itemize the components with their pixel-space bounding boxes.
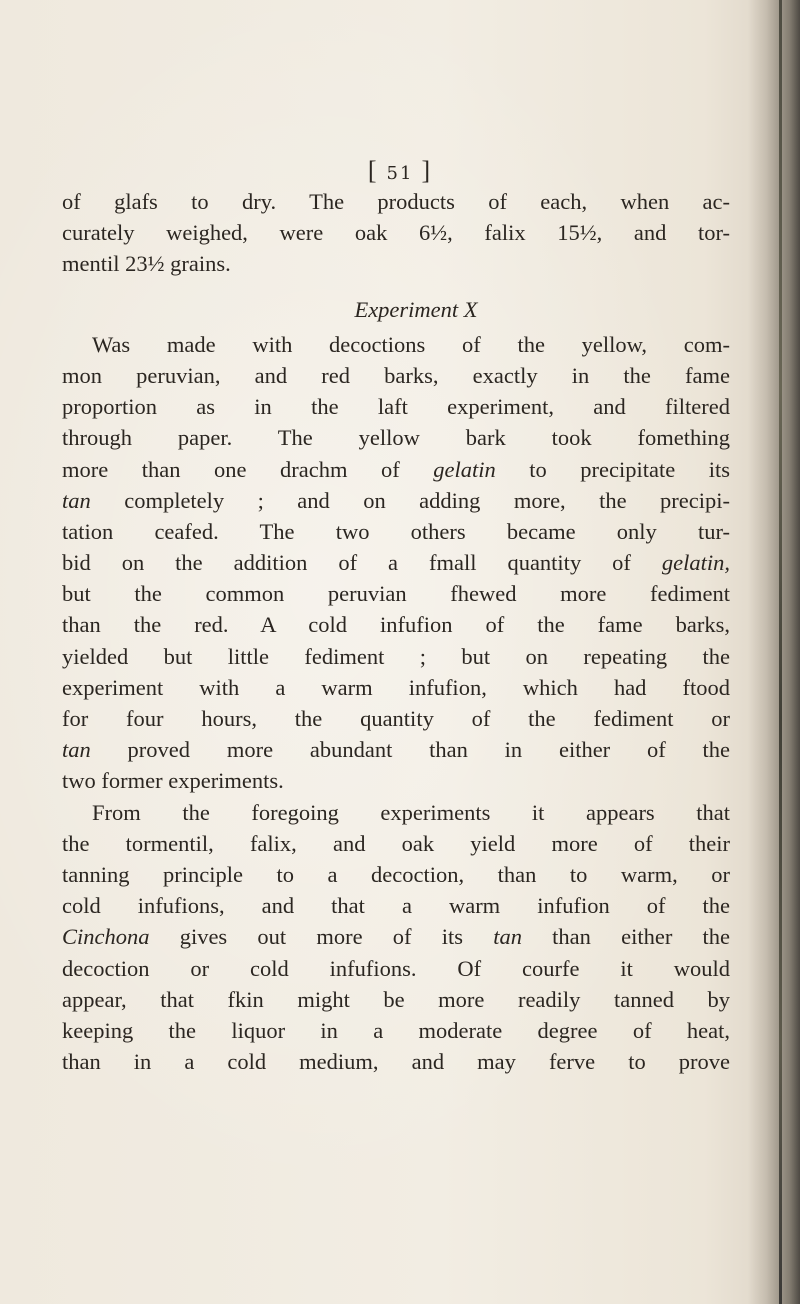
page-header xyxy=(0,156,800,186)
paragraph-1 xyxy=(62,186,730,280)
paragraph-3 xyxy=(62,797,730,1078)
text-line: curately weighed, were oak 6½, falix 15½, and tor- xyxy=(62,220,730,246)
body-text xyxy=(62,186,730,1077)
paragraph-2 xyxy=(62,329,730,797)
text-run: completely ; and on adding more, the precipi- xyxy=(90,487,730,513)
text-line: through paper. The yellow bark took fomething xyxy=(62,425,730,451)
italic-term: tan xyxy=(62,487,91,513)
italic-term: tan xyxy=(493,924,522,950)
text-line: of glafs to dry. The products of each, when ac- xyxy=(62,189,730,214)
text-line: keeping the liquor in a moderate degree of heat, xyxy=(62,1017,730,1043)
text-line: mentil 23½ grains. xyxy=(62,251,231,277)
italic-term: Cinchona xyxy=(62,924,150,950)
text-line xyxy=(62,921,730,952)
text-line: two former experiments. xyxy=(62,768,284,794)
italic-term: gelatin xyxy=(433,456,496,482)
text-line: but the common peruvian fhewed more fediment xyxy=(62,581,730,607)
text-line: decoction or cold infufions. Of courfe it would xyxy=(62,955,730,981)
text-run: more than one drachm of xyxy=(62,456,434,482)
text-line xyxy=(62,485,730,516)
page-gutter-shadow xyxy=(748,0,800,1304)
text-run: gives out more of its xyxy=(149,924,494,950)
text-line: cold infufions, and that a warm infufion of the xyxy=(62,893,730,919)
text-line: From the foregoing experiments it appears that xyxy=(92,799,730,825)
binding-edge xyxy=(779,0,782,1304)
italic-term: gelatin, xyxy=(661,550,730,576)
text-line: mon peruvian, and red barks, exactly in the fame xyxy=(62,362,730,388)
experiment-heading: Experiment X xyxy=(354,296,478,322)
text-run: proved more abundant than in either of the xyxy=(90,737,730,763)
text-line: proportion as in the laft experiment, and filtered xyxy=(62,394,730,420)
text-line: Was made with decoctions of the yellow, com- xyxy=(92,331,730,357)
text-line xyxy=(62,547,730,578)
text-run: than either the xyxy=(521,924,730,950)
page-number: 51 xyxy=(386,163,414,184)
text-run: to precipitate its xyxy=(495,456,730,482)
text-line: tation ceafed. The two others became only tur- xyxy=(62,518,730,544)
text-line: the tormentil, falix, and oak yield more of their xyxy=(62,830,730,856)
text-run: bid on the addition of a fmall quantity of xyxy=(62,550,662,576)
header-close-bracket: ] xyxy=(421,156,433,185)
text-line xyxy=(62,734,730,765)
text-line: appear, that fkin might be more readily tanned by xyxy=(62,986,730,1012)
text-line: for four hours, the quantity of the fediment or xyxy=(62,706,730,731)
text-line xyxy=(62,454,730,485)
text-line: than in a cold medium, and may ferve to prove xyxy=(62,1049,730,1075)
italic-term: tan xyxy=(62,737,91,763)
text-line: yielded but little fediment ; but on repeating the xyxy=(62,643,730,669)
text-line: tanning principle to a decoction, than to warm, or xyxy=(62,861,730,887)
text-line: than the red. A cold infufion of the fame barks, xyxy=(62,612,730,638)
header-open-bracket: [ xyxy=(367,156,379,185)
text-line: experiment with a warm infufion, which had ftood xyxy=(62,674,730,700)
